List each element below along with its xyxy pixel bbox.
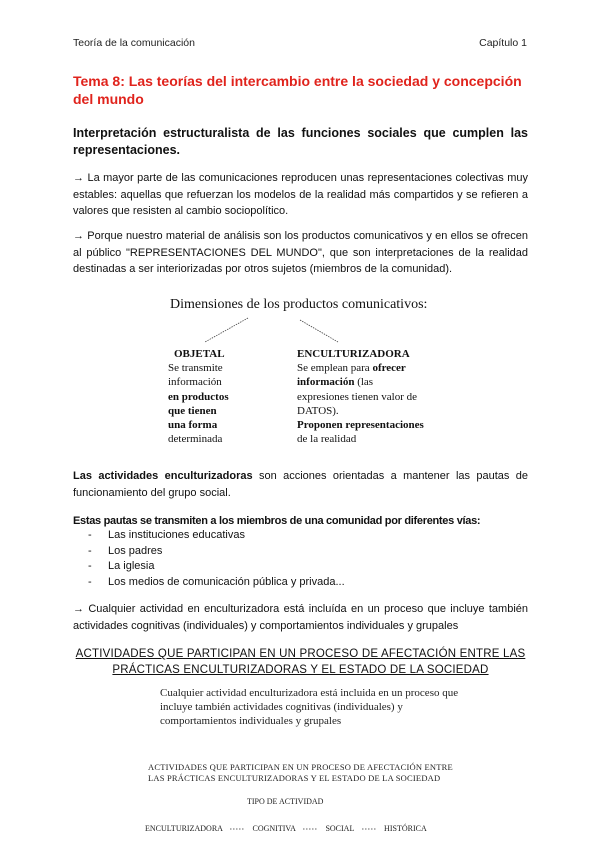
enculturizadora-line: expresiones tienen valor de [297, 390, 418, 403]
list-item [88, 559, 345, 575]
list-item-text: Los medios de comunicación pública y privada... [108, 575, 345, 588]
activity-type: COGNITIVA [252, 824, 296, 833]
objetal-line: determinada [168, 433, 223, 446]
enculturizadora-line-bold: información [297, 376, 355, 389]
underlined-heading-line: ACTIVIDADES QUE PARTICIPAN EN UN PROCESO DE AFECTACIÓN ENTRE LAS [75, 648, 526, 660]
enculturizadora-line: de la realidad [297, 433, 357, 446]
scanned-paragraph: Cualquier actividad enculturizadora está incluida en un proceso que incluye también actividades cognitivas (individuales) y comportamientos individuales y grupales [160, 687, 459, 727]
list-dash: - [88, 529, 92, 541]
underlined-heading [73, 646, 528, 678]
activity-type: SOCIAL [325, 824, 355, 833]
list-item-text: Las instituciones educativas [108, 529, 245, 541]
ways-list [88, 528, 345, 590]
scanned-heading-line: LAS PRÁCTICAS ENCULTURIZADORAS Y EL ESTADO DE LA SOCIEDAD [148, 773, 441, 783]
paragraph-3 [73, 468, 528, 501]
enculturizadora-line: DATOS). [297, 404, 339, 417]
list-dash: - [88, 575, 92, 588]
dotted-connector-icon [303, 827, 317, 831]
objetal-line: Se transmite [168, 362, 223, 375]
objetal-line-bold: en productos [168, 390, 229, 403]
objetal-line-bold: una forma [168, 419, 218, 432]
paragraph-2: → Porque nuestro material de análisis son los productos comunicativos y en ellos se ofrecen al público "REPRESENTACIONES DEL MUNDO", que son interpretaciones de la realidad destinadas a ser interiorizadas por otros sujetos (miembros de la comunidad). [73, 230, 528, 275]
list-item [88, 575, 345, 591]
enculturizadora-heading: ENCULTURIZADORA [297, 348, 410, 360]
paragraph-5: → Cualquier actividad en enculturizadora está incluída en un proceso que incluye también actividades cognitivas (individuales) y comportamientos individuales y grupales [73, 603, 528, 632]
enculturizadora-line-bold: Proponen representaciones [297, 419, 424, 432]
objetal-line-bold: que tienen [168, 404, 217, 417]
header-right: Capítulo 1 [479, 37, 527, 49]
dotted-connector-icon [362, 827, 376, 831]
objetal-column [168, 347, 229, 446]
enculturizadora-line-bold: ofrecer [372, 362, 406, 375]
activity-type: ENCULTURIZADORA [145, 824, 223, 833]
connector-line-left [205, 318, 248, 342]
activity-type: HISTÓRICA [384, 824, 427, 833]
list-item [88, 528, 345, 544]
list-dash: - [88, 560, 92, 572]
diagram-title: Dimensiones de los productos comunicativos: [170, 297, 428, 312]
paragraph-4: Estas pautas se transmiten a los miembros de una comunidad por diferentes vías: [73, 515, 481, 527]
dotted-connector-icon [230, 827, 244, 831]
objetal-line: información [168, 376, 222, 389]
list-item-text: La iglesia [108, 560, 155, 572]
section-subheading: Interpretación estructuralista de las funciones sociales que cumplen las representaciones. [73, 126, 528, 157]
list-item [88, 544, 345, 560]
list-item-text: Los padres [108, 544, 163, 557]
paragraph-3-bold: Las actividades enculturizadoras [73, 470, 253, 482]
connector-line-right [300, 320, 338, 342]
list-dash: - [88, 544, 92, 557]
scanned-heading [148, 762, 453, 784]
enculturizadora-line: (las [357, 376, 374, 389]
scanned-heading-line: ACTIVIDADES QUE PARTICIPAN EN UN PROCESO DE AFECTACIÓN ENTRE [148, 762, 453, 772]
page-title: Tema 8: Las teorías del intercambio entre la sociedad y concepción del mundo [73, 73, 522, 107]
paragraph-3-text: son acciones orientadas a mantener las pautas de funcionamiento del grupo social. [73, 470, 528, 499]
enculturizadora-column [297, 347, 424, 446]
header-left: Teoría de la comunicación [73, 37, 195, 49]
enculturizadora-line: Se emplean para [297, 362, 370, 375]
paragraph-1: → La mayor parte de las comunicaciones reproducen unas representaciones colectivas muy estables: aquellas que refuerzan los modelos de la realidad más compartidos y se refieren a valores que resisten al cambio sociopolítico. [73, 172, 528, 217]
scanned-activity-types [145, 824, 427, 833]
objetal-heading: OBJETAL [174, 348, 225, 360]
underlined-heading-line: PRÁCTICAS ENCULTURIZADORAS Y EL ESTADO DE LA SOCIEDAD [112, 664, 489, 676]
scanned-activity-type-label: TIPO DE ACTIVIDAD [247, 797, 324, 806]
